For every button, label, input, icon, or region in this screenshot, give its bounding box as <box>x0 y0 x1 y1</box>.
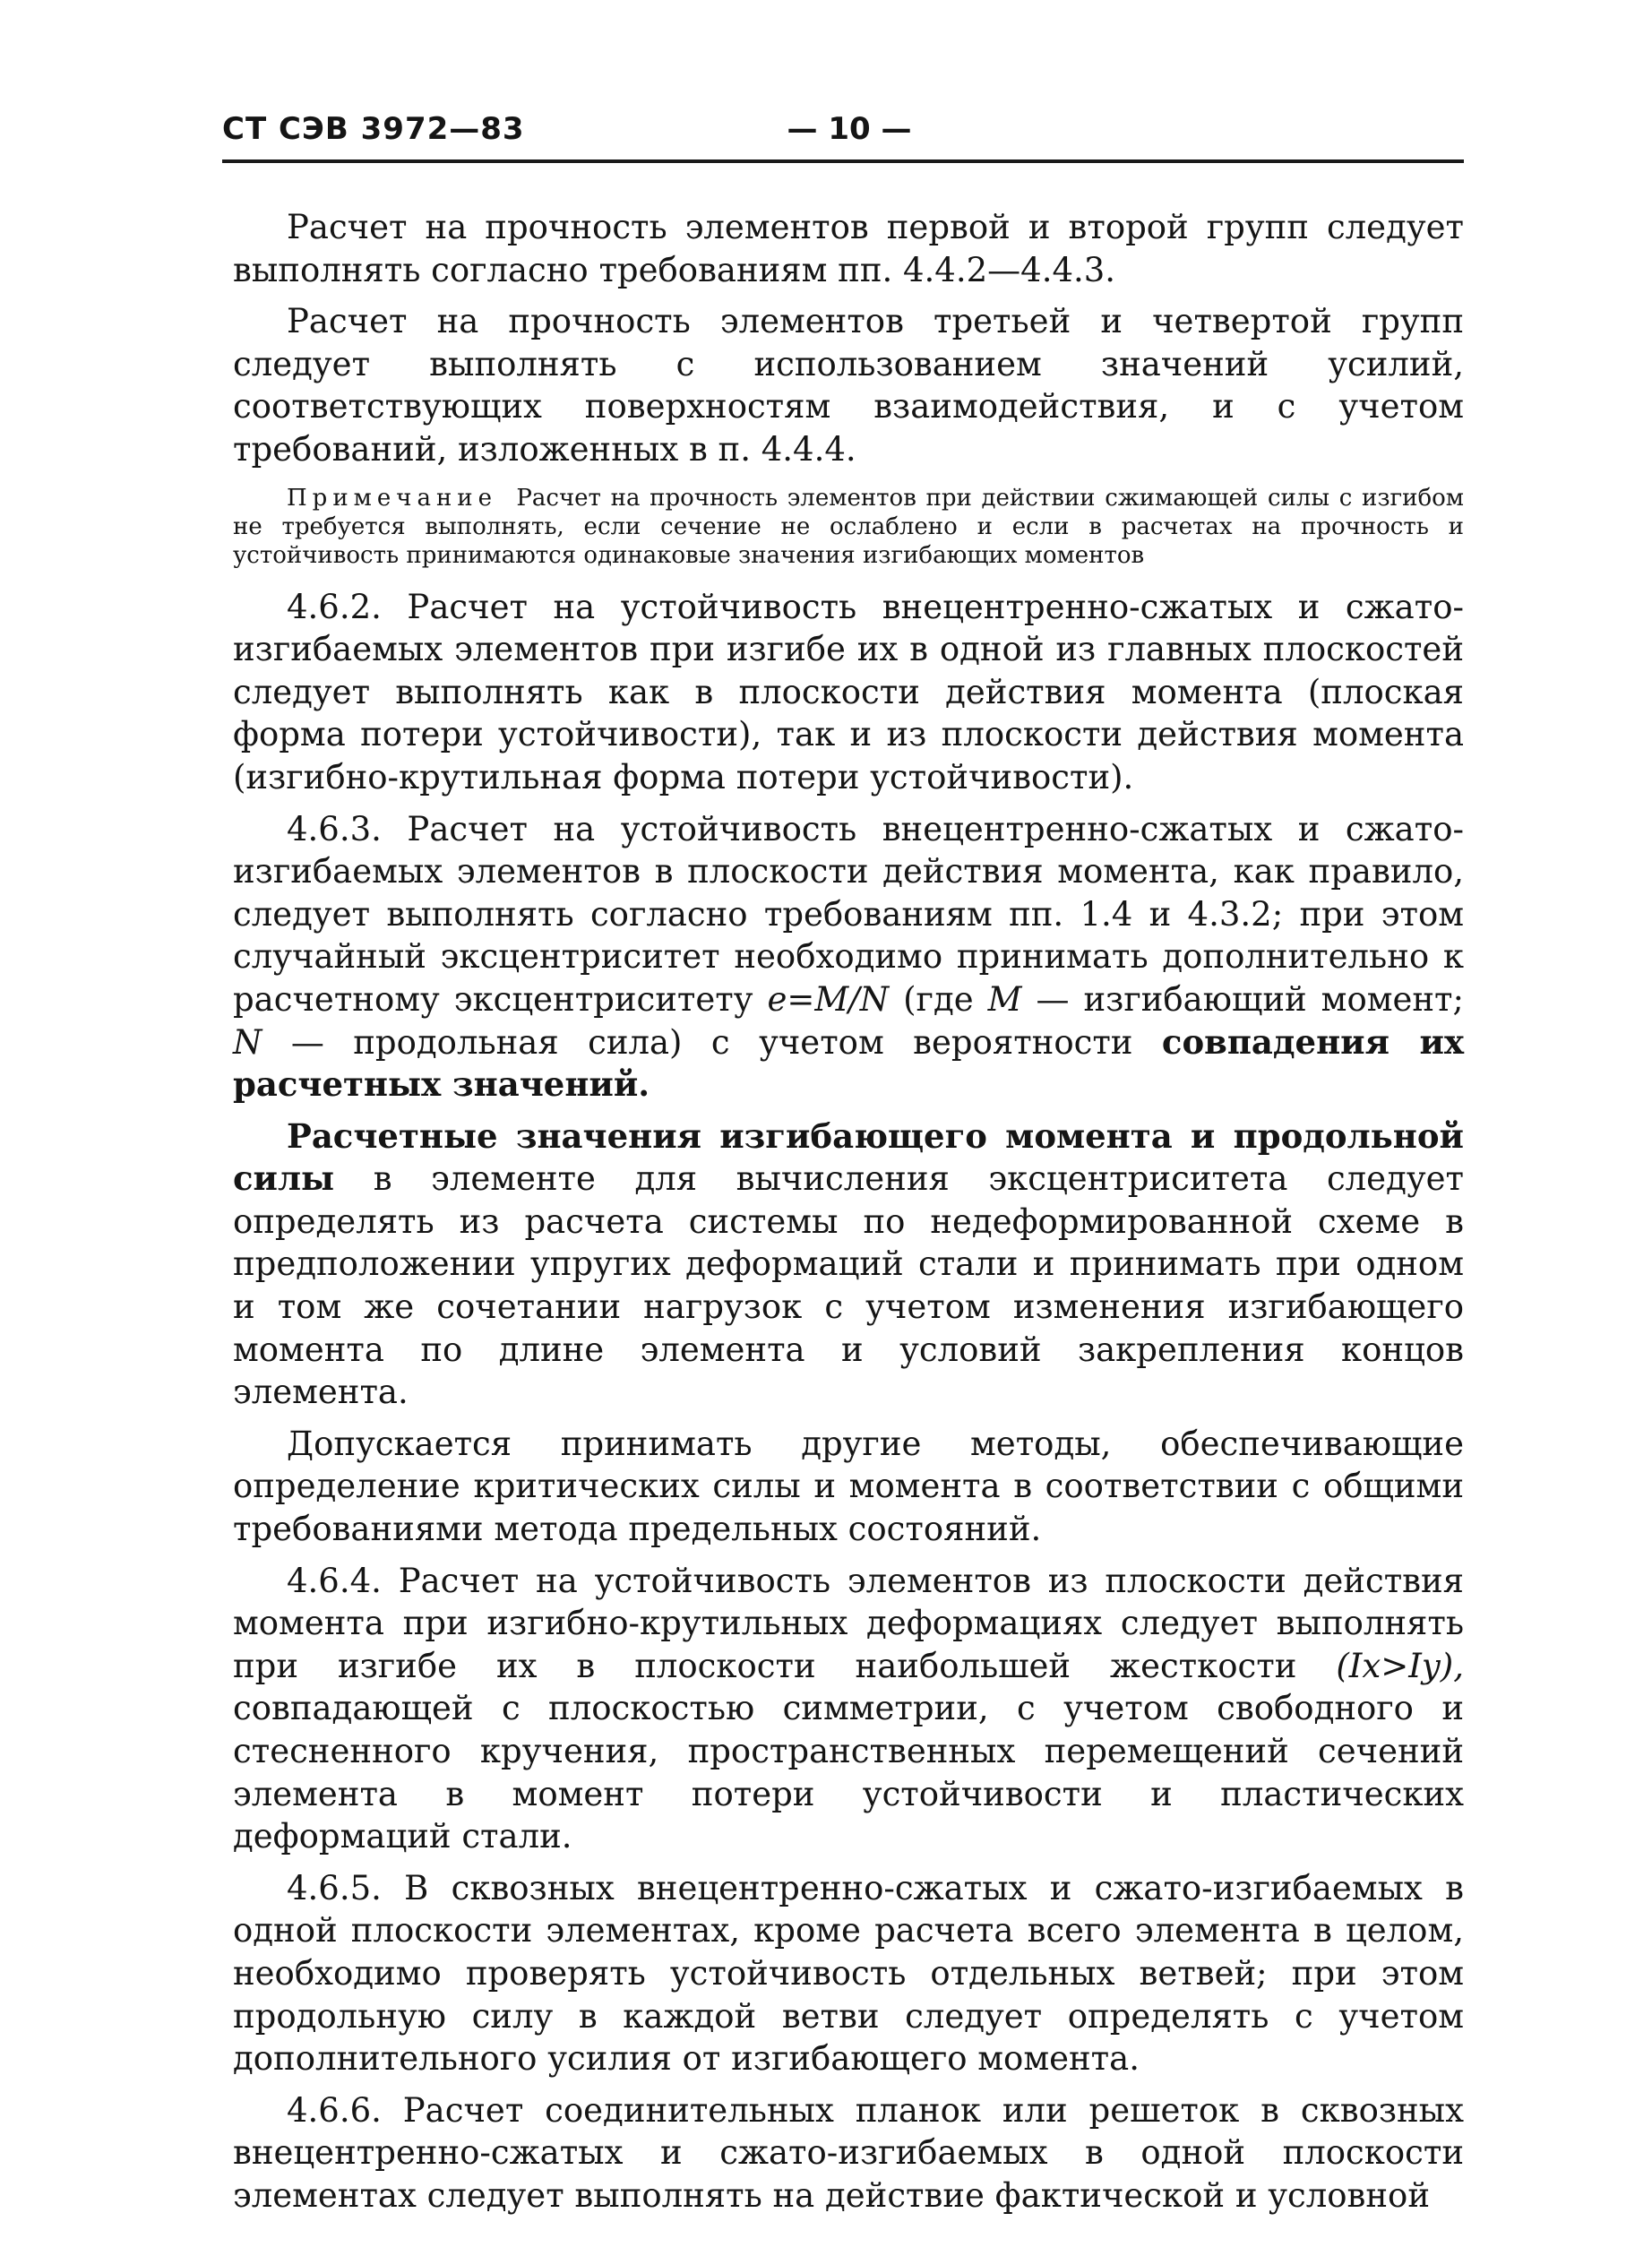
note <box>233 484 1464 570</box>
symbol: M <box>987 979 1022 1019</box>
paragraph-4-6-5: 4.6.5. В сквозных внецентренно-сжатых и сжато-изгибаемых в одной плоскости элементах, кроме расчета всего элемента в целом, необходимо проверять устойчивость отдельных ветвей; при этом продольную силу в каждой ветви следует определять с учетом дополнительного усилия от изгибающего момента. <box>233 1868 1464 2079</box>
page-number: — 10 — <box>787 111 912 147</box>
header-rule <box>222 159 1464 163</box>
paragraph: Расчет на прочность элементов первой и второй групп следует выполнять согласно требованиям пп. 4.4.2—4.4.3. <box>233 208 1464 289</box>
text-run: 4.6.4. Расчет на устойчивость элементов из плоскости действия момента при изгибно-крутильных деформациях следует выполнять при изгибе их в плоскости наибольшей жесткости <box>233 1561 1464 1685</box>
paragraph: Расчет на прочность элементов третьей и четвертой групп следует выполнять с использованием значений усилий, соответствующих поверхностям взаимодействия, и с учетом требований, изложенных в п. 4.4.4. <box>233 302 1464 469</box>
text-run: — продольная сила) с учетом вероятности <box>290 1022 1133 1062</box>
note-label: Примечание <box>287 484 497 512</box>
page-header <box>222 111 1464 156</box>
standard-code: СТ СЭВ 3972—83 <box>222 111 525 147</box>
text-run: в элементе для вычисления эксцентриситета следует определять из расчета системы по недеформированной схеме в предположении упругих деформаций стали и принимать при одном и том же сочетании нагрузок с учетом изменения изгибающего момента по длине элемента и условий закрепления концов элемента. <box>233 1159 1464 1412</box>
paragraph-4-6-2: 4.6.2. Расчет на устойчивость внецентренно-сжатых и сжато-изгибаемых элементов при изгибе их в одной из главных плоскостей следует выполнять как в плоскости действия момента (плоская форма потери устойчивости), так и из плоскости действия момента (изгибно-крутильная форма потери устойчивости). <box>233 587 1464 796</box>
text-run: Расчетные значения изгибающего момента и продольной силы <box>233 1115 1464 1199</box>
text-run: совпадения их расчетных значений. <box>233 1021 1465 1105</box>
text-run: — изгибающий момент; <box>1036 979 1464 1019</box>
symbol: N <box>233 1022 262 1062</box>
text-run: 4.6.3. Расчет на устойчивость внецентренно-сжатых и сжато-изгибаемых элементов в плоскости действия момента, как правило, следует выполнять согласно требованиям пп. 1.4 и 4.3.2; при этом случайный эксцентриситет необходимо принимать дополнительно к расчетному эксцентриситету <box>233 809 1464 1019</box>
text-run: совпадающей с плоскостью симметрии, с учетом свободного и стесненного кручения, пространственных перемещений сечений элемента в момент потери устойчивости и пластических деформаций стали. <box>233 1689 1464 1856</box>
formula: (Ix>Iy), <box>1336 1646 1464 1685</box>
paragraph-4-6-4 <box>233 1560 1464 1858</box>
document-body <box>233 206 1464 2226</box>
paragraph <box>233 1115 1464 1414</box>
note-text: Расчет на прочность элементов при действии сжимающей силы с изгибом не требуется выполнять, если сечение не ослаблено и если в расчетах на прочность и устойчивость принимаются одинаковые значения изгибающих моментов <box>233 484 1465 569</box>
paragraph-4-6-6: 4.6.6. Расчет соединительных планок или решеток в сквозных внецентренно-сжатых и сжато-изгибаемых в одной плоскости элементах следует выполнять на действие фактической и условной <box>233 2090 1464 2215</box>
paragraph: Допускается принимать другие методы, обеспечивающие определение критических силы и момента в соответствии с общими требованиями метода предельных состояний. <box>233 1424 1464 1549</box>
paragraph-4-6-3 <box>233 808 1464 1106</box>
text-run: (где <box>903 979 974 1019</box>
formula: e=M/N <box>767 979 890 1019</box>
